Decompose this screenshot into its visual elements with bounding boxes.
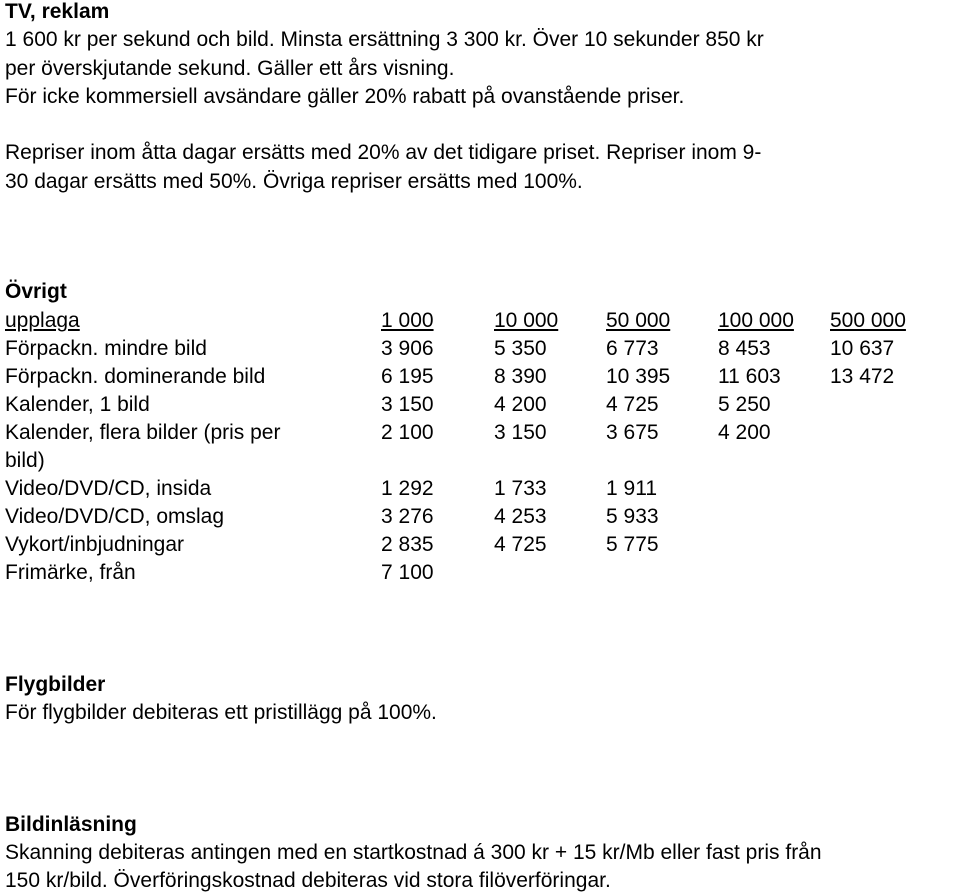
flygbilder-text: För flygbilder debiteras ett pristillägg på 100%. <box>5 701 437 724</box>
tv-text-line-2: per överskjutande sekund. Gäller ett års visning. <box>5 57 455 80</box>
table-cell: 7 100 <box>381 561 434 584</box>
column-header-10000: 10 000 <box>494 309 559 332</box>
table-cell: 6 195 <box>381 365 434 388</box>
table-cell: 5 250 <box>718 393 771 416</box>
table-cell: 13 472 <box>830 365 895 388</box>
table-row <box>5 393 955 421</box>
table-cell: 3 906 <box>381 337 434 360</box>
table-cell: 4 725 <box>494 533 547 556</box>
table-row <box>5 505 955 533</box>
table-row <box>5 533 955 561</box>
table-cell: 8 390 <box>494 365 547 388</box>
flygbilder-heading: Flygbilder <box>5 673 106 696</box>
price-table-header <box>5 309 955 337</box>
table-cell: 6 773 <box>606 337 659 360</box>
table-cell: 3 675 <box>606 421 659 444</box>
table-cell: 3 276 <box>381 505 434 528</box>
table-cell: 4 725 <box>606 393 659 416</box>
table-cell: 1 292 <box>381 477 434 500</box>
tv-text-line-3: För icke kommersiell avsändare gäller 20% rabatt på ovanstående priser. <box>5 85 685 108</box>
column-header-upplaga: upplaga <box>5 309 80 332</box>
row-label: Video/DVD/CD, omslag <box>5 505 225 528</box>
row-label: Kalender, 1 bild <box>5 393 150 416</box>
table-row <box>5 449 955 477</box>
table-cell: 8 453 <box>718 337 771 360</box>
table-row <box>5 561 955 589</box>
column-header-500000: 500 000 <box>830 309 906 332</box>
row-label: bild) <box>5 449 45 472</box>
table-cell: 5 775 <box>606 533 659 556</box>
bildinlasning-heading: Bildinläsning <box>5 813 137 836</box>
column-header-1000: 1 000 <box>381 309 434 332</box>
row-label: Frimärke, från <box>5 561 136 584</box>
table-cell: 1 911 <box>606 477 657 500</box>
table-cell: 4 200 <box>494 393 547 416</box>
table-cell: 3 150 <box>494 421 547 444</box>
bildinlasning-text-line-1: Skanning debiteras antingen med en startkostnad á 300 kr + 15 kr/Mb eller fast pris från <box>5 841 822 864</box>
row-label: Kalender, flera bilder (pris per <box>5 421 281 444</box>
column-header-100000: 100 000 <box>718 309 794 332</box>
table-cell: 4 200 <box>718 421 771 444</box>
column-header-50000: 50 000 <box>606 309 671 332</box>
table-row <box>5 337 955 365</box>
table-cell: 2 835 <box>381 533 434 556</box>
table-cell: 1 733 <box>494 477 547 500</box>
table-cell: 2 100 <box>381 421 434 444</box>
table-cell: 10 395 <box>606 365 671 388</box>
tv-heading: TV, reklam <box>5 0 110 23</box>
tv-text-line-1: 1 600 kr per sekund och bild. Minsta ersättning 3 300 kr. Över 10 sekunder 850 kr <box>5 28 764 51</box>
table-row <box>5 365 955 393</box>
row-label: Vykort/inbjudningar <box>5 533 184 556</box>
table-row <box>5 421 955 449</box>
table-cell: 4 253 <box>494 505 547 528</box>
tv-repeat-line-2: 30 dagar ersätts med 50%. Övriga repriser ersätts med 100%. <box>5 170 583 193</box>
table-cell: 3 150 <box>381 393 434 416</box>
table-cell: 5 350 <box>494 337 547 360</box>
table-cell: 5 933 <box>606 505 659 528</box>
ovrigt-heading: Övrigt <box>5 280 67 303</box>
table-cell: 10 637 <box>830 337 895 360</box>
row-label: Förpackn. dominerande bild <box>5 365 266 388</box>
bildinlasning-text-line-2: 150 kr/bild. Överföringskostnad debiteras vid stora filöverföringar. <box>5 869 611 892</box>
row-label: Förpackn. mindre bild <box>5 337 207 360</box>
table-row <box>5 477 955 505</box>
tv-repeat-line-1: Repriser inom åtta dagar ersätts med 20% av det tidigare priset. Repriser inom 9- <box>5 141 762 164</box>
row-label: Video/DVD/CD, insida <box>5 477 212 500</box>
table-cell: 11 603 <box>718 365 781 388</box>
